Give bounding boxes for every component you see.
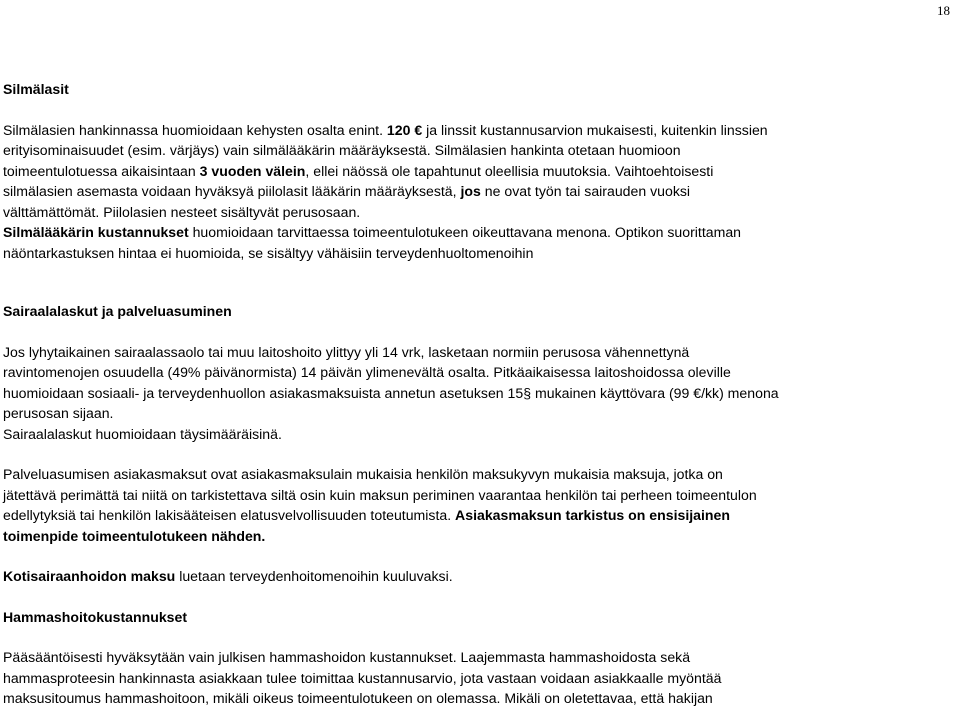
section-title-hospital: Sairaalalaskut ja palveluasuminen: [3, 303, 232, 319]
paragraph-hospital-3: [3, 566, 955, 587]
page-number: 18: [937, 3, 950, 18]
text-line: huomioidaan sosiaali- ja terveydenhuollon asiakasmaksuista annetun asetuksen 15§ mukainen käyttövara (99 €/kk) menona: [3, 384, 779, 401]
text-line: Palveluasumisen asiakasmaksut ovat asiakasmaksulain mukaisia henkilön maksukyvyn mukaisia maksuja, jotka on: [3, 466, 723, 482]
section-title-glasses: Silmälasit: [3, 81, 69, 97]
text-line: jätettävä perimättä tai niitä on tarkistettava siltä osin kuin maksun periminen vaarantaa henkilön tai perheen toimeentulon: [3, 486, 757, 503]
text-line: erityisominaisuudet (esim. värjäys) vain silmälääkärin määräyksestä. Silmälasien hankinta otetaan huomioon: [3, 142, 681, 158]
text-line: Silmälasien hankinnassa huomioidaan kehysten osalta enint. 120 € ja linssit kustannusarvion mukaisesti, kuitenkin linssien: [3, 121, 768, 138]
text-line: näöntarkastuksen hintaa ei huomioida, se sisältyy vähäisiin terveydenhuoltomenoihin: [3, 244, 534, 261]
text-line: toimenpide toimeentulotukeen nähden.: [3, 527, 266, 544]
paragraph-hospital-2: [3, 464, 955, 546]
text-line: ravintomenojen osuudella (49% päivänormista) 14 päivän ylimenevältä osalta. Pitkäaikaisessa laitoshoidossa oleville: [3, 364, 731, 380]
text-line: toimeentulotuessa aikaisintaan 3 vuoden välein, ellei näössä ole tapahtunut oleellisia muutoksia. Vaihtoehtoisesti: [3, 162, 714, 179]
text-line: välttämättömät. Piilolasien nesteet sisältyvät perusosaan.: [3, 203, 361, 220]
text-line: silmälasien asemasta voidaan hyväksyä piilolasit lääkärin määräyksestä, jos ne ovat työn tai sairauden vuoksi: [3, 183, 691, 199]
text-line: Jos lyhytaikainen sairaalassaolo tai muu laitoshoito ylittyy yli 14 vrk, lasketaan normiin perusosa vähennettynä: [3, 343, 690, 360]
text-line: Pääsääntöisesti hyväksytään vain julkisen hammashoidon kustannukset. Laajemmasta hammashoidosta sekä: [3, 649, 691, 665]
text-line: Kotisairaanhoidon maksu luetaan terveydenhoitomenoihin kuuluvaksi.: [3, 568, 453, 584]
document-body: [3, 79, 955, 709]
text-line: Sairaalalaskut huomioidaan täysimääräisinä.: [3, 425, 282, 442]
section-title-dental: Hammashoitokustannukset: [3, 608, 188, 625]
text-line: hammasproteesin hankinnasta asiakkaan tulee toimittaa kustannusarvio, jota vastaan voidaan asiakkaalle myöntää: [3, 669, 722, 686]
text-line: perusosan sijaan.: [3, 405, 114, 421]
paragraph-dental: [3, 647, 955, 709]
paragraph-hospital-1: [3, 342, 955, 445]
text-line: Silmälääkärin kustannukset huomioidaan tarvittaessa toimeentulotukeen oikeuttavana menona. Optikon suorittaman: [3, 224, 741, 240]
text-line: maksusitoumus hammashoitoon, mikäli oikeus toimeentulotukeen on olemassa. Mikäli on oletettavaa, että hakijan: [3, 690, 713, 706]
text-line: edellytyksiä tai henkilön lakisääteisen elatusvelvollisuuden toteutumista. Asiakasmaksun tarkistus on ensisijainen: [3, 507, 730, 523]
paragraph-glasses: [3, 120, 955, 264]
